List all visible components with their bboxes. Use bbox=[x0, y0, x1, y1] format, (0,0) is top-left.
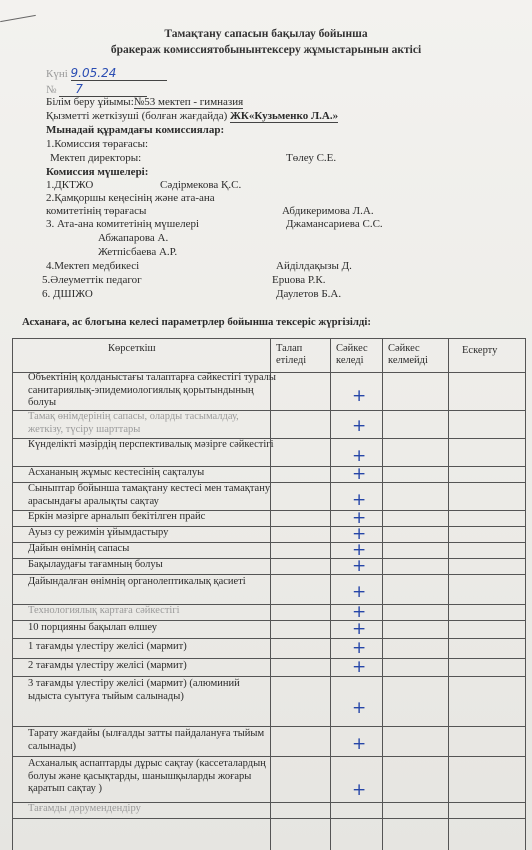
plus-mark: + bbox=[352, 524, 367, 544]
org-label: Білім беру ұйымы: bbox=[46, 96, 134, 108]
plus-mark: + bbox=[352, 619, 367, 639]
member-name: Джамансариева С.С. bbox=[286, 218, 383, 230]
director-name: Төлеу С.Е. bbox=[286, 152, 337, 164]
table-row bbox=[12, 802, 526, 819]
row-indicator: 1 тағамды үлестіру желісі (мармит) bbox=[28, 641, 187, 652]
header-indicator: Көрсеткіш bbox=[108, 343, 156, 354]
member-name: Абдикеримова Л.А. bbox=[282, 205, 374, 217]
plus-mark: + bbox=[352, 657, 367, 677]
member-role: 2.Қамқоршы кеңесінің және ата-ана bbox=[46, 192, 215, 204]
table-row bbox=[12, 676, 526, 727]
supplier-label: Қызметті жеткізуші (болған жағдайда) bbox=[46, 110, 228, 122]
table-row bbox=[12, 526, 526, 543]
plus-mark: + bbox=[352, 490, 367, 510]
plus-mark: + bbox=[352, 556, 367, 576]
row-indicator: Еркін мәзірге арналып бекітілген прайс bbox=[28, 511, 206, 522]
row-indicator: Асханалық аспаптарды дұрыс сақтау (кассеталардың болуы және қасықтарды, шанышқыларды жоғары қаратып сақтау ) bbox=[28, 758, 266, 794]
row-indicator: Күнделікті мәзірдің перспективалық мәзірге сәйкестігі bbox=[28, 439, 274, 450]
member-role: 3. Ата-ана комитетінің мүшелері bbox=[46, 218, 200, 230]
member-role: 5.Әлеуметтік педагог bbox=[42, 274, 142, 286]
row-indicator: 10 порцияны бақылап өлшеу bbox=[28, 622, 157, 633]
plus-mark: + bbox=[352, 508, 367, 528]
supplier-value: ЖК«Кузьменко Л.А.» bbox=[230, 110, 339, 122]
number-label: № bbox=[46, 84, 57, 96]
director-label: Мектеп директоры: bbox=[50, 152, 142, 164]
plus-mark: + bbox=[352, 386, 367, 406]
plus-mark: + bbox=[352, 698, 367, 718]
header-required: Талап етіледі bbox=[276, 343, 307, 366]
row-indicator: Бақылаудағы тағамның болуы bbox=[28, 559, 163, 570]
table-row bbox=[12, 620, 526, 639]
member-role: Жетпісбаева А.Р. bbox=[98, 246, 178, 258]
row-indicator: Тағамды дәрумендендіру bbox=[28, 803, 141, 814]
table-row bbox=[12, 756, 526, 803]
plus-mark: + bbox=[352, 540, 367, 560]
chair-heading: 1.Комиссия төрағасы: bbox=[46, 138, 149, 150]
org-field bbox=[46, 96, 243, 109]
header-noncompliant: Сәйкес келмейді bbox=[388, 343, 428, 366]
table-row bbox=[12, 558, 526, 575]
table-row bbox=[12, 726, 526, 757]
row-indicator: Объектінің қолданыстағы талаптарға сәйкестігі туралы санитариялық-эпидемиологиялық қорытындының болуы bbox=[28, 372, 276, 408]
member-name: Айділдақызы Д. bbox=[276, 260, 352, 272]
member-role: 1.ДКТЖО bbox=[46, 179, 94, 191]
inspection-table bbox=[12, 338, 526, 850]
row-indicator: Ауыз су режимін ұйымдастыру bbox=[28, 527, 169, 538]
table-row bbox=[12, 410, 526, 439]
supplier-field bbox=[46, 110, 338, 123]
member-name: Ерuова Р.К. bbox=[272, 274, 326, 286]
composition-heading: Мынадай құрамдағы комиссиялар: bbox=[46, 124, 225, 136]
table-header-row bbox=[12, 338, 526, 373]
table-row bbox=[12, 510, 526, 527]
date-value: 9.05.24 bbox=[70, 66, 117, 80]
header-note: Ескерту bbox=[462, 345, 498, 356]
date-field bbox=[46, 66, 167, 81]
number-value: 7 bbox=[75, 82, 83, 96]
row-indicator: 3 тағамды үлестіру желісі (мармит) (алюминий ыдыста суытуға тыйым салынады) bbox=[28, 678, 240, 702]
plus-mark: + bbox=[352, 780, 367, 800]
row-indicator: Дайын өнімнің сапасы bbox=[28, 543, 130, 554]
row-indicator: 2 тағамды үлестіру желісі (мармит) bbox=[28, 660, 187, 671]
plus-mark: + bbox=[352, 416, 367, 436]
table-row bbox=[12, 438, 526, 467]
member-name: Даулетов Б.А. bbox=[276, 288, 342, 300]
title-line-1: Тамақтану сапасын бақылау бойынша bbox=[164, 28, 368, 40]
table-row bbox=[12, 658, 526, 677]
member-role: 4.Мектеп медбикесі bbox=[46, 260, 140, 272]
row-indicator: Сыныптар бойынша тамақтану кестесі мен тамақтану арасындағы аралықты сақтау bbox=[28, 483, 271, 507]
plus-mark: + bbox=[352, 582, 367, 602]
table-row bbox=[12, 372, 526, 411]
table-row bbox=[12, 482, 526, 511]
plus-mark: + bbox=[352, 464, 367, 484]
member-role: 6. ДШІЖО bbox=[42, 288, 93, 300]
number-field bbox=[46, 82, 147, 97]
plus-mark: + bbox=[352, 602, 367, 622]
row-indicator: Тарату жағдайы (ылғалды затты пайдалануға тыйым салынады) bbox=[28, 728, 265, 752]
row-indicator: Технологиялық картаға сәйкестігі bbox=[28, 605, 180, 616]
header-compliant: Сәйкес келеді bbox=[336, 343, 368, 366]
table-row bbox=[12, 466, 526, 483]
date-label: Күні bbox=[46, 68, 68, 80]
plus-mark: + bbox=[352, 638, 367, 658]
plus-mark: + bbox=[352, 446, 367, 466]
row-indicator: Дайындалған өнімнің органолептикалық қасиеті bbox=[28, 576, 246, 587]
table-row bbox=[12, 638, 526, 659]
member-role: комитетінің төрағасы bbox=[46, 205, 147, 217]
member-role: Абжапарова А. bbox=[98, 232, 169, 244]
plus-mark: + bbox=[352, 734, 367, 754]
members-heading: Комиссия мүшелері: bbox=[46, 166, 149, 178]
table-intro: Асханаға, ас блогына келесі параметрлер бойынша тексеріс жүргізілді: bbox=[22, 316, 371, 328]
org-value: №53 мектеп - гимназия bbox=[133, 96, 244, 108]
title-line-2: бракераж комиссиятобынынтексеру жұмыстарынын актісі bbox=[110, 44, 422, 56]
table-row bbox=[12, 542, 526, 559]
corner-stroke bbox=[0, 15, 36, 22]
member-name: Сәдірмекова Қ.С. bbox=[160, 179, 242, 191]
table-row bbox=[12, 604, 526, 621]
row-indicator: Асхананың жұмыс кестесінің сақталуы bbox=[28, 467, 205, 478]
table-row bbox=[12, 574, 526, 605]
row-indicator: Тамақ өнімдерінің сапасы, оларды тасымалдау, жеткізу, түсіру шарттары bbox=[28, 411, 239, 435]
